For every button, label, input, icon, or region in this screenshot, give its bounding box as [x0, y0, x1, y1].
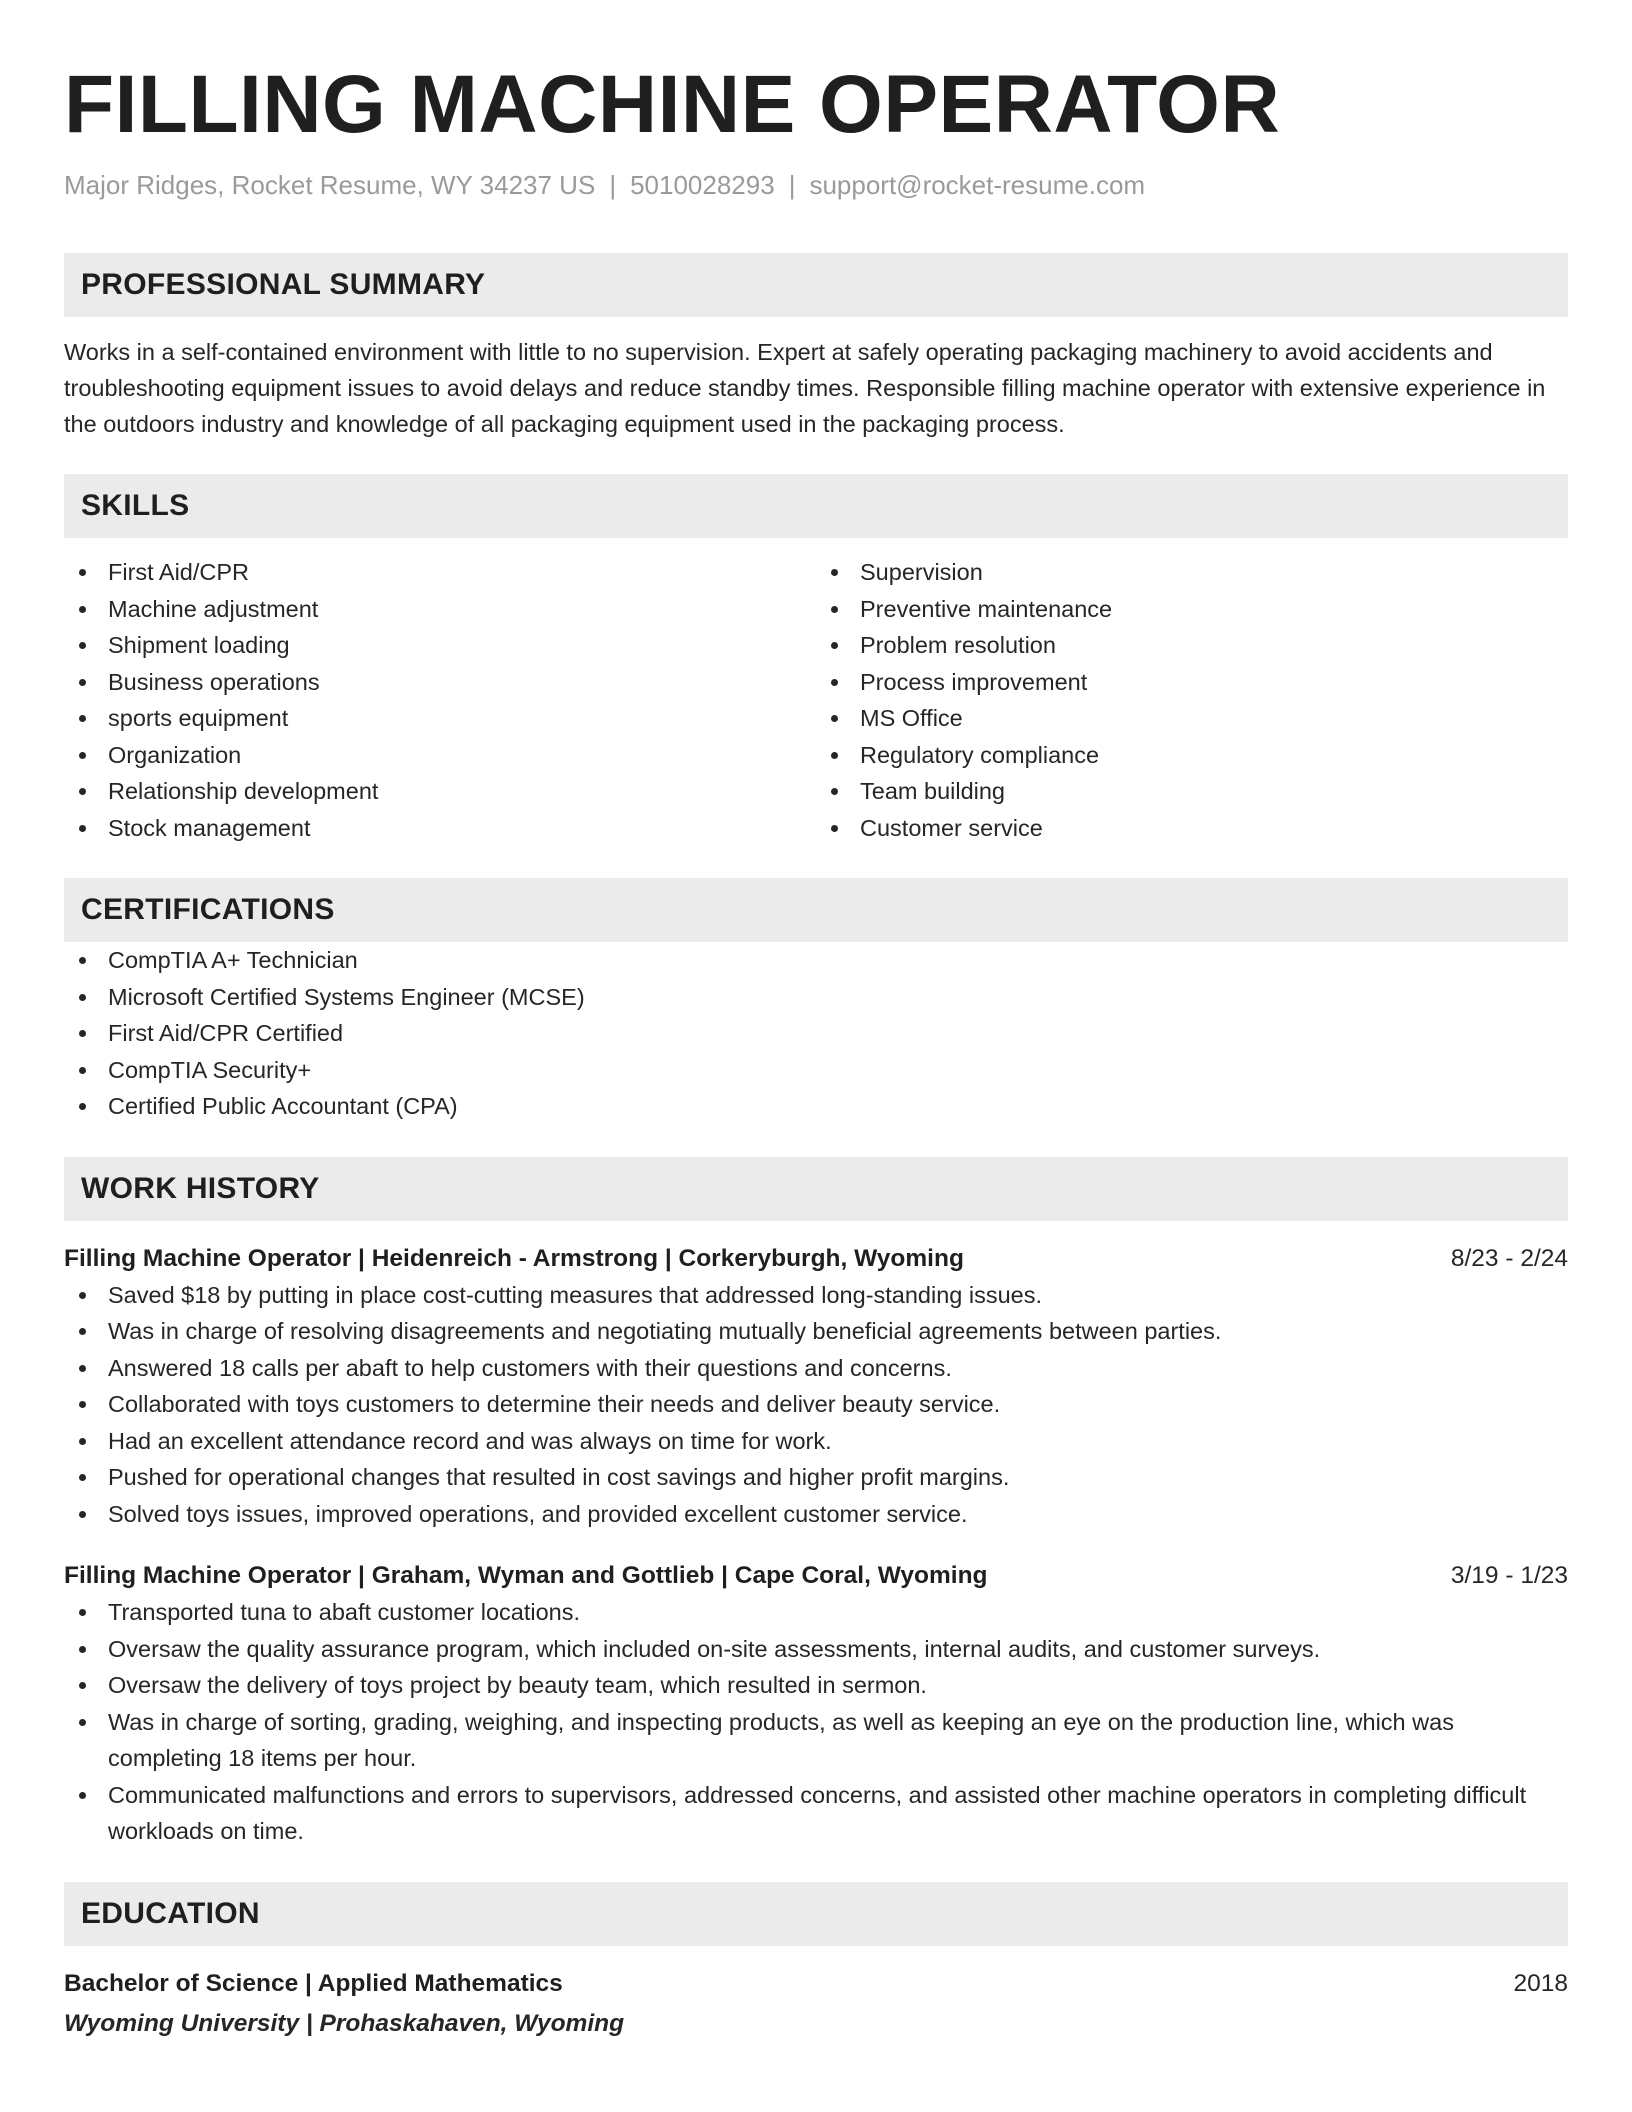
job-bullet: Answered 18 calls per abaft to help customers with their questions and concerns. — [64, 1350, 1568, 1387]
skill-item: Supervision — [816, 554, 1568, 591]
education-school: Wyoming University | Prohaskahaven, Wyoming — [64, 2009, 625, 2037]
job-bullet: Had an excellent attendance record and was always on time for work. — [64, 1423, 1568, 1460]
contact-email: support@rocket-resume.com — [809, 170, 1146, 200]
skills-list — [64, 554, 1568, 846]
job-bullet: Transported tuna to abaft customer locations. — [64, 1594, 1568, 1631]
job-bullet-list — [64, 1594, 1568, 1850]
job-header — [64, 1241, 1568, 1277]
job-header — [64, 1558, 1568, 1594]
job-bullet: Solved toys issues, improved operations, and provided excellent customer service. — [64, 1496, 1568, 1533]
skill-item: Stock management — [64, 810, 816, 847]
job-bullet: Oversaw the quality assurance program, which included on-site assessments, internal audits, and customer surveys. — [64, 1631, 1568, 1668]
certification-item: CompTIA A+ Technician — [64, 942, 1568, 979]
certification-item: Certified Public Accountant (CPA) — [64, 1088, 1568, 1125]
contact-separator: | — [788, 170, 796, 200]
job-dates: 3/19 - 1/23 — [1450, 1562, 1568, 1590]
job-bullet: Was in charge of sorting, grading, weighing, and inspecting products, as well as keeping an eye on the production line, which was completing 18 items per hour. — [64, 1704, 1568, 1777]
skill-item: Problem resolution — [816, 627, 1568, 664]
education-header — [64, 1966, 1568, 2002]
skills-column-left — [64, 554, 816, 846]
skill-item: Machine adjustment — [64, 591, 816, 628]
skill-item: Team building — [816, 773, 1568, 810]
education-year: 2018 — [1513, 1969, 1568, 1997]
job-entry — [64, 1558, 1568, 1850]
section-header-skills: SKILLS — [64, 474, 1568, 538]
job-dates: 8/23 - 2/24 — [1450, 1244, 1568, 1272]
job-bullet: Was in charge of resolving disagreements and negotiating mutually beneficial agreements between parties. — [64, 1313, 1568, 1350]
certification-item: CompTIA Security+ — [64, 1052, 1568, 1089]
certifications-list — [64, 942, 1568, 1125]
skills-column-right — [816, 554, 1568, 846]
contact-line — [64, 170, 1568, 201]
job-bullet: Communicated malfunctions and errors to supervisors, addressed concerns, and assisted other machine operators in completing difficult workloads on time. — [64, 1777, 1568, 1850]
job-bullet: Pushed for operational changes that resulted in cost savings and higher profit margins. — [64, 1459, 1568, 1496]
job-title: Filling Machine Operator | Heidenreich - Armstrong | Corkeryburgh, Wyoming — [64, 1244, 964, 1272]
skill-item: sports equipment — [64, 700, 816, 737]
job-bullet: Saved $18 by putting in place cost-cutting measures that addressed long-standing issues. — [64, 1277, 1568, 1314]
skill-item: Relationship development — [64, 773, 816, 810]
contact-separator: | — [609, 170, 617, 200]
skill-item: Business operations — [64, 664, 816, 701]
skill-item: First Aid/CPR — [64, 554, 816, 591]
skill-item: Shipment loading — [64, 627, 816, 664]
job-bullet: Collaborated with toys customers to determine their needs and deliver beauty service. — [64, 1386, 1568, 1423]
education-entry — [64, 1966, 1568, 2042]
section-header-summary: PROFESSIONAL SUMMARY — [64, 253, 1568, 317]
skill-item: Customer service — [816, 810, 1568, 847]
job-bullet: Oversaw the delivery of toys project by beauty team, which resulted in sermon. — [64, 1667, 1568, 1704]
skill-item: Regulatory compliance — [816, 737, 1568, 774]
certification-item: Microsoft Certified Systems Engineer (MCSE) — [64, 979, 1568, 1016]
job-bullet-list — [64, 1277, 1568, 1533]
section-header-education: EDUCATION — [64, 1882, 1568, 1946]
resume-name: FILLING MACHINE OPERATOR — [64, 59, 1281, 150]
skill-item: Organization — [64, 737, 816, 774]
contact-phone: 5010028293 — [630, 170, 775, 200]
contact-address: Major Ridges, Rocket Resume, WY 34237 US — [64, 170, 596, 200]
certification-item: First Aid/CPR Certified — [64, 1015, 1568, 1052]
job-entry — [64, 1241, 1568, 1533]
education-degree: Bachelor of Science | Applied Mathematics — [64, 1969, 563, 1997]
section-header-work-history: WORK HISTORY — [64, 1157, 1568, 1221]
job-title: Filling Machine Operator | Graham, Wyman and Gottlieb | Cape Coral, Wyoming — [64, 1562, 988, 1590]
section-header-certifications: CERTIFICATIONS — [64, 878, 1568, 942]
skill-item: MS Office — [816, 700, 1568, 737]
summary-text: Works in a self-contained environment with little to no supervision. Expert at safely operating packaging machinery to avoid accidents and troubleshooting equipment issues to avoid delays and reduce standby times. Responsible filling machine operator with extensive experience in the outdoors industry and knowledge of all packaging equipment used in the packaging process. — [64, 339, 1546, 438]
skill-item: Preventive maintenance — [816, 591, 1568, 628]
skill-item: Process improvement — [816, 664, 1568, 701]
